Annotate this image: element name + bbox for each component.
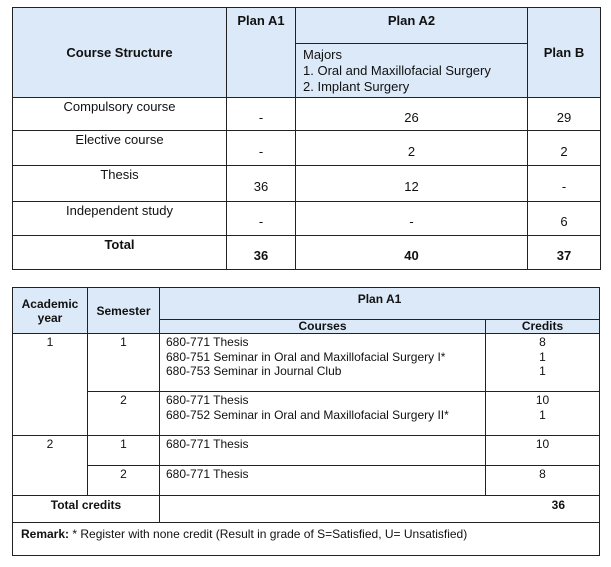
credit-item: 10: [535, 437, 550, 451]
cell-plan-b: 2: [528, 131, 601, 166]
header-courses: Courses: [160, 320, 486, 334]
table-row: [13, 131, 601, 166]
row-label: Independent study: [13, 202, 227, 236]
course-item: 680-771 Thesis: [166, 437, 249, 451]
table-row: [13, 98, 601, 131]
course-list: [160, 392, 486, 436]
table-row: [13, 202, 601, 236]
credit-item: 1: [539, 407, 546, 422]
credit-list: [486, 466, 600, 496]
credit-list: [486, 392, 600, 436]
academic-year: 1: [13, 334, 88, 436]
table-row: [13, 466, 600, 496]
credit-item: 1: [539, 364, 546, 378]
major-item: 2. Implant Surgery: [303, 79, 410, 94]
header-plan-a1: Plan A1: [227, 8, 296, 98]
credit-list: [486, 436, 600, 466]
header-credits: Credits: [486, 320, 600, 334]
header-course-structure: Course Structure: [13, 8, 227, 98]
table-row: [13, 436, 600, 466]
cell-plan-a2: 12: [296, 166, 528, 202]
cell-plan-b: 29: [528, 98, 601, 131]
course-list: [160, 466, 486, 496]
remark-text: * Register with none credit (Result in grade of S=Satisfied, U= Unsatisfied): [69, 527, 468, 541]
cell-plan-a1: -: [227, 131, 296, 166]
total-label: Total: [13, 236, 227, 270]
course-item: 680-752 Seminar in Oral and Maxillofacial Surgery II*: [166, 407, 449, 422]
majors-title: Majors: [303, 47, 343, 62]
study-plan-table: [12, 287, 600, 556]
course-item: 680-771 Thesis: [166, 335, 249, 349]
cell-plan-a2: 2: [296, 131, 528, 166]
academic-year: 2: [13, 436, 88, 496]
course-item: 680-751 Seminar in Oral and Maxillofacial Surgery I*: [166, 349, 446, 364]
total-credits-label: Total credits: [13, 496, 160, 523]
total-plan-a2: 40: [296, 236, 528, 270]
cell-plan-b: 6: [528, 202, 601, 236]
total-plan-b: 37: [528, 236, 601, 270]
header-plan-a2: Plan A2: [296, 8, 528, 44]
semester: 1: [88, 436, 160, 466]
table-row: [13, 392, 600, 436]
total-plan-a1: 36: [227, 236, 296, 270]
header-academic-year: Academic year: [13, 288, 88, 334]
row-label: Elective course: [13, 131, 227, 166]
remark: [13, 523, 600, 556]
credit-item: 8: [539, 335, 546, 349]
credit-item: 8: [539, 467, 546, 481]
credit-item: 10: [535, 393, 550, 407]
course-item: 680-753 Seminar in Journal Club: [166, 364, 342, 378]
cell-plan-a2: -: [296, 202, 528, 236]
row-label: Thesis: [13, 166, 227, 202]
header-plan-a1: Plan A1: [160, 288, 600, 320]
header-plan-b: Plan B: [528, 8, 601, 98]
table-row: [13, 166, 601, 202]
row-label: Compulsory course: [13, 98, 227, 131]
remark-label: Remark:: [21, 527, 70, 541]
table-row: [13, 334, 600, 392]
credit-item: 1: [539, 349, 546, 364]
total-row: [13, 236, 601, 270]
course-list: [160, 334, 486, 392]
course-list: [160, 436, 486, 466]
total-credits-value: 36: [160, 496, 600, 523]
total-row: [13, 496, 600, 523]
cell-plan-b: -: [528, 166, 601, 202]
cell-plan-a1: -: [227, 202, 296, 236]
cell-plan-a1: -: [227, 98, 296, 131]
semester: 2: [88, 392, 160, 436]
course-item: 680-771 Thesis: [166, 393, 249, 407]
cell-plan-a2: 26: [296, 98, 528, 131]
course-item: 680-771 Thesis: [166, 467, 249, 481]
semester: 2: [88, 466, 160, 496]
remark-row: [13, 523, 600, 556]
course-structure-table: [12, 7, 601, 270]
semester: 1: [88, 334, 160, 392]
header-plan-a2-majors: [296, 44, 528, 98]
cell-plan-a1: 36: [227, 166, 296, 202]
major-item: 1. Oral and Maxillofacial Surgery: [303, 63, 491, 78]
header-semester: Semester: [88, 288, 160, 334]
credit-list: [486, 334, 600, 392]
